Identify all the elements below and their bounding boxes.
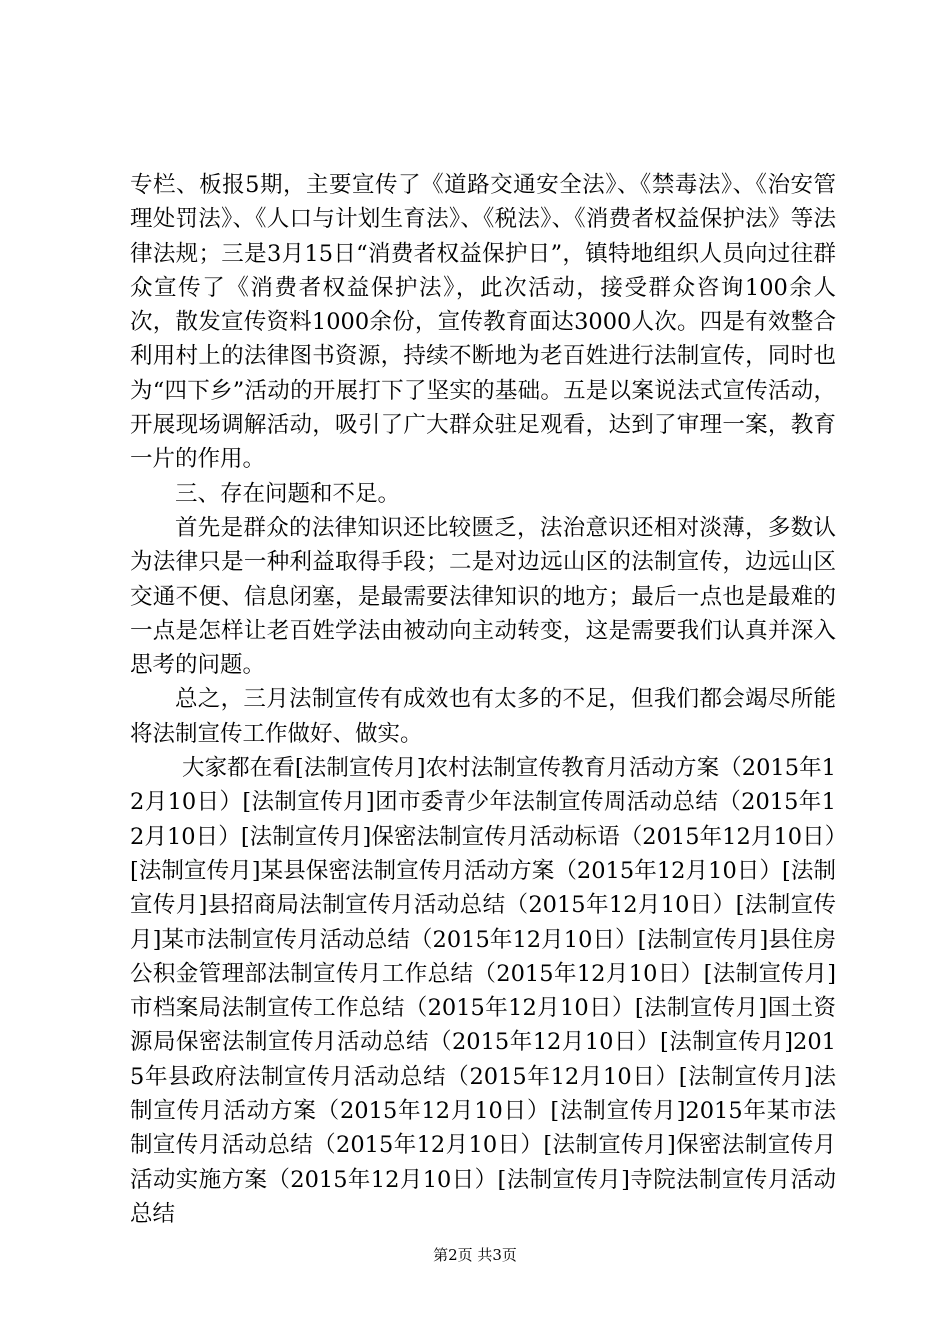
section-heading-problems: 三、存在问题和不足。 [175, 480, 401, 507]
document-body [130, 168, 836, 1231]
paragraph-conclusion: 总之，三月法制宣传有成效也有太多的不足，但我们都会竭尽所能将法制宣传工作做好、做实。 [130, 686, 836, 747]
page-footer: 第2页 共3页 [433, 1246, 517, 1264]
paragraph-activities: 专栏、板报5期，主要宣传了《道路交通安全法》、《禁毒法》、《治安管理处罚法》、《人口与计划生育法》、《税法》、《消费者权益保护法》等法律法规；三是3月15日“消费者权益保护日”，镇特地组织人员向过往群众宣传了《消费者权益保护法》，此次活动，接受群众咨询100余人次，散发宣传资料1000余份，宣传教育面达3000人次。四是有效整合利用村上的法律图书资源，持续不断地为老百姓进行法制宣传，同时也为“四下乡”活动的开展打下了坚实的基础。五是以案说法式宣传活动，开展现场调解活动，吸引了广大群众驻足观看，达到了审理一案，教育一片的作用。 [130, 172, 836, 473]
paragraph-related-articles: 大家都在看[法制宣传月]农村法制宣传教育月活动方案（2015年12月10日）[法制宣传月]团市委青少年法制宣传周活动总结（2015年12月10日）[法制宣传月]保密法制宣传月活动标语（2015年12月10日）[法制宣传月]某县保密法制宣传月活动方案（2015年12月10日）[法制宣传月]县招商局法制宣传月活动总结（2015年12月10日）[法制宣传月]某市法制宣传月活动总结（2015年12月10日）[法制宣传月]县住房公积金管理部法制宣传月工作总结（2015年12月10日）[法制宣传月]市档案局法制宣传工作总结（2015年12月10日）[法制宣传月]国土资源局保密法制宣传月活动总结（2015年12月10日）[法制宣传月]2015年县政府法制宣传月活动总结（2015年12月10日）[法制宣传月]法制宣传月活动方案（2015年12月10日）[法制宣传月]2015年某市法制宣传月活动总结（2015年12月10日）[法制宣传月]保密法制宣传月活动实施方案（2015年12月10日）[法制宣传月]寺院法制宣传月活动总结 [130, 755, 836, 1227]
paragraph-problems: 首先是群众的法律知识还比较匮乏，法治意识还相对淡薄，多数认为法律只是一种利益取得手段；二是对边远山区的法制宣传，边远山区交通不便、信息闭塞，是最需要法律知识的地方；最后一点也是最难的一点是怎样让老百姓学法由被动向主动转变，这是需要我们认真并深入思考的问题。 [130, 514, 836, 679]
